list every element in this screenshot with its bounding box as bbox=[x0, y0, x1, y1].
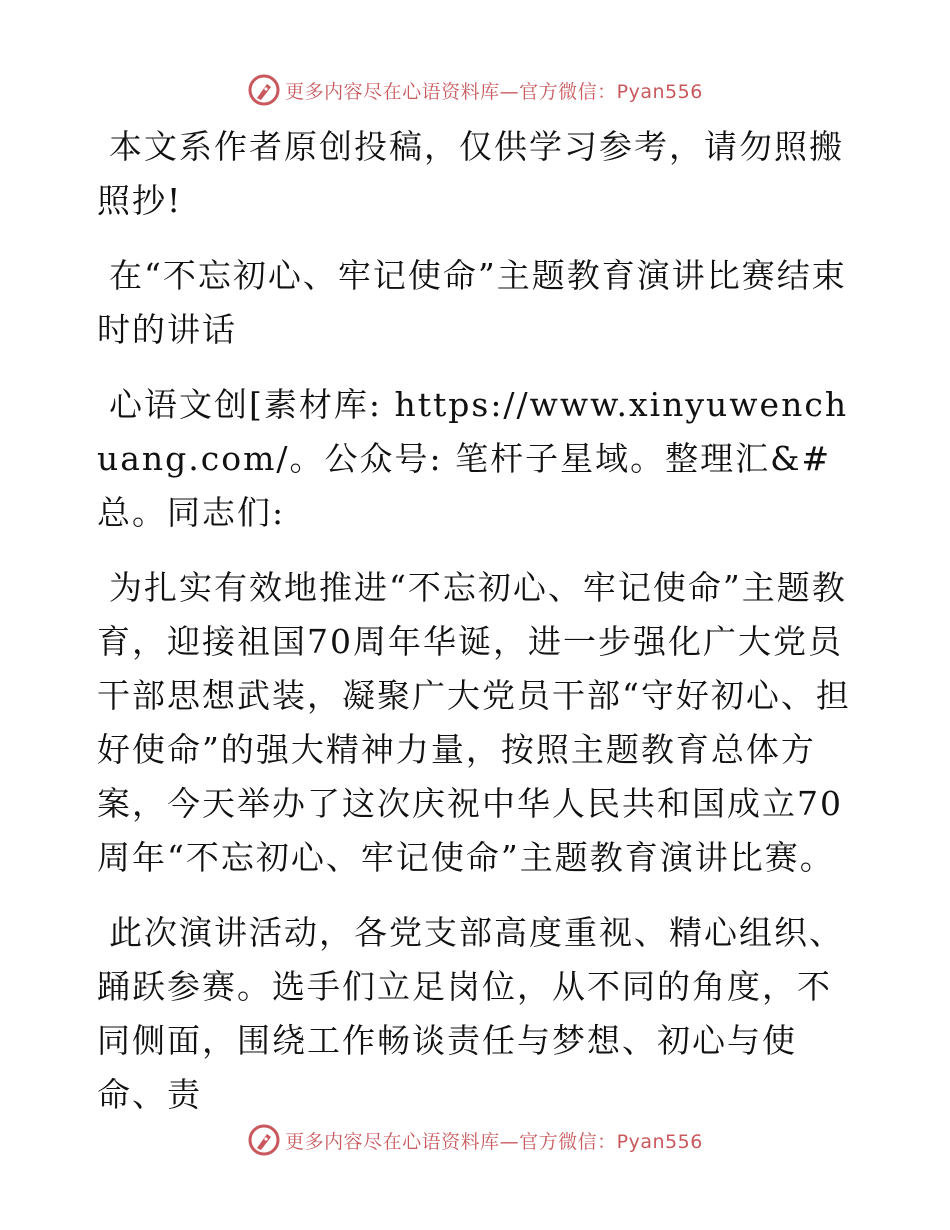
paragraph-text: 心语文创[素材库: https://www.xinyuwenchuang.com/。公众号: 笔杆子星域。整理汇&#总。同志们: bbox=[97, 385, 849, 532]
paragraph-text: 为扎实有效地推进“不忘初心、牢记使命”主题教育，迎接祖国70周年华诞，进一步强化广大党员干部思想武装，凝聚广大党员干部“守好初心、担好使命”的强大精神力量，按照主题教育总体方案，今天举办了这次庆祝中华人民共和国成立70周年“不忘初心、牢记使命”主题教育演讲比赛。 bbox=[97, 568, 851, 877]
footer-watermark bbox=[0, 1120, 950, 1160]
watermark-text: 更多内容尽在心语资料库—官方微信：Pyan556 bbox=[285, 80, 703, 103]
paragraph-text: 本文系作者原创投稿，仅供学习参考，请勿照搬照抄! bbox=[97, 127, 844, 220]
copyright-notice bbox=[97, 120, 857, 228]
paragraph-text: 此次演讲活动，各党支部高度重视、精心组织、踊跃参赛。选手们立足岗位，从不同的角度，不同侧面，围绕工作畅谈责任与梦想、初心与使命、责 bbox=[97, 913, 844, 1114]
paragraph-text: 在“不忘初心、牢记使命”主题教育演讲比赛结束时的讲话 bbox=[97, 256, 847, 349]
body-paragraph bbox=[97, 561, 857, 885]
watermark-text: 更多内容尽在心语资料库—官方微信：Pyan556 bbox=[285, 1130, 703, 1153]
document-body bbox=[97, 120, 857, 1143]
body-paragraph bbox=[97, 906, 857, 1122]
pen-nib-circle-icon bbox=[247, 73, 281, 107]
document-title bbox=[97, 249, 857, 357]
source-line bbox=[97, 378, 857, 540]
header-watermark bbox=[0, 70, 950, 110]
pen-nib-circle-icon bbox=[247, 1123, 281, 1157]
